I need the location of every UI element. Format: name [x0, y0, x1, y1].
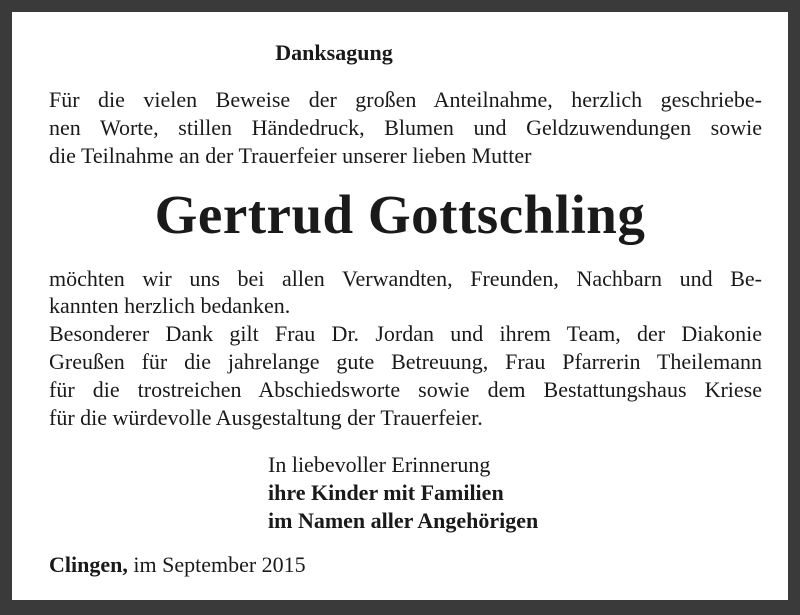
intro-line-1: Für die vielen Beweise der großen Anteilnahme, herzlich geschriebe-: [49, 87, 762, 112]
signature-line-2: ihre Kinder mit Familien: [268, 480, 504, 505]
special-line-4: für die würdevolle Ausgestaltung der Trauerfeier.: [49, 405, 483, 430]
thanks-line-2: kannten herzlich bedanken.: [49, 293, 291, 318]
notice-heading: Danksagung: [275, 40, 393, 65]
obituary-notice: [12, 12, 788, 600]
intro-line-2: nen Worte, stillen Händedruck, Blumen und Geldzuwendungen sowie: [49, 115, 762, 140]
notice-date: im September 2015: [133, 552, 306, 577]
place-date-line: [49, 552, 306, 578]
deceased-name: Gertrud Gottschling: [154, 184, 646, 245]
intro-line-3: die Teilnahme an der Trauerfeier unserer lieben Mutter: [49, 143, 532, 168]
special-line-2: Greußen für die jahrelange gute Betreuung, Frau Pfarrerin Theilemann: [49, 349, 762, 374]
thanks-line-1: möchten wir uns bei allen Verwandten, Freunden, Nachbarn und Be-: [49, 266, 762, 291]
special-line-3: für die trostreichen Abschiedsworte sowie dem Bestattungshaus Kriese: [49, 377, 762, 402]
signature-line-3: im Namen aller Angehörigen: [268, 508, 539, 533]
signature-line-1: In liebevoller Erinnerung: [268, 452, 491, 477]
special-line-1: Besonderer Dank gilt Frau Dr. Jordan und ihrem Team, der Diakonie: [49, 321, 762, 346]
place-name: Clingen,: [49, 552, 128, 577]
